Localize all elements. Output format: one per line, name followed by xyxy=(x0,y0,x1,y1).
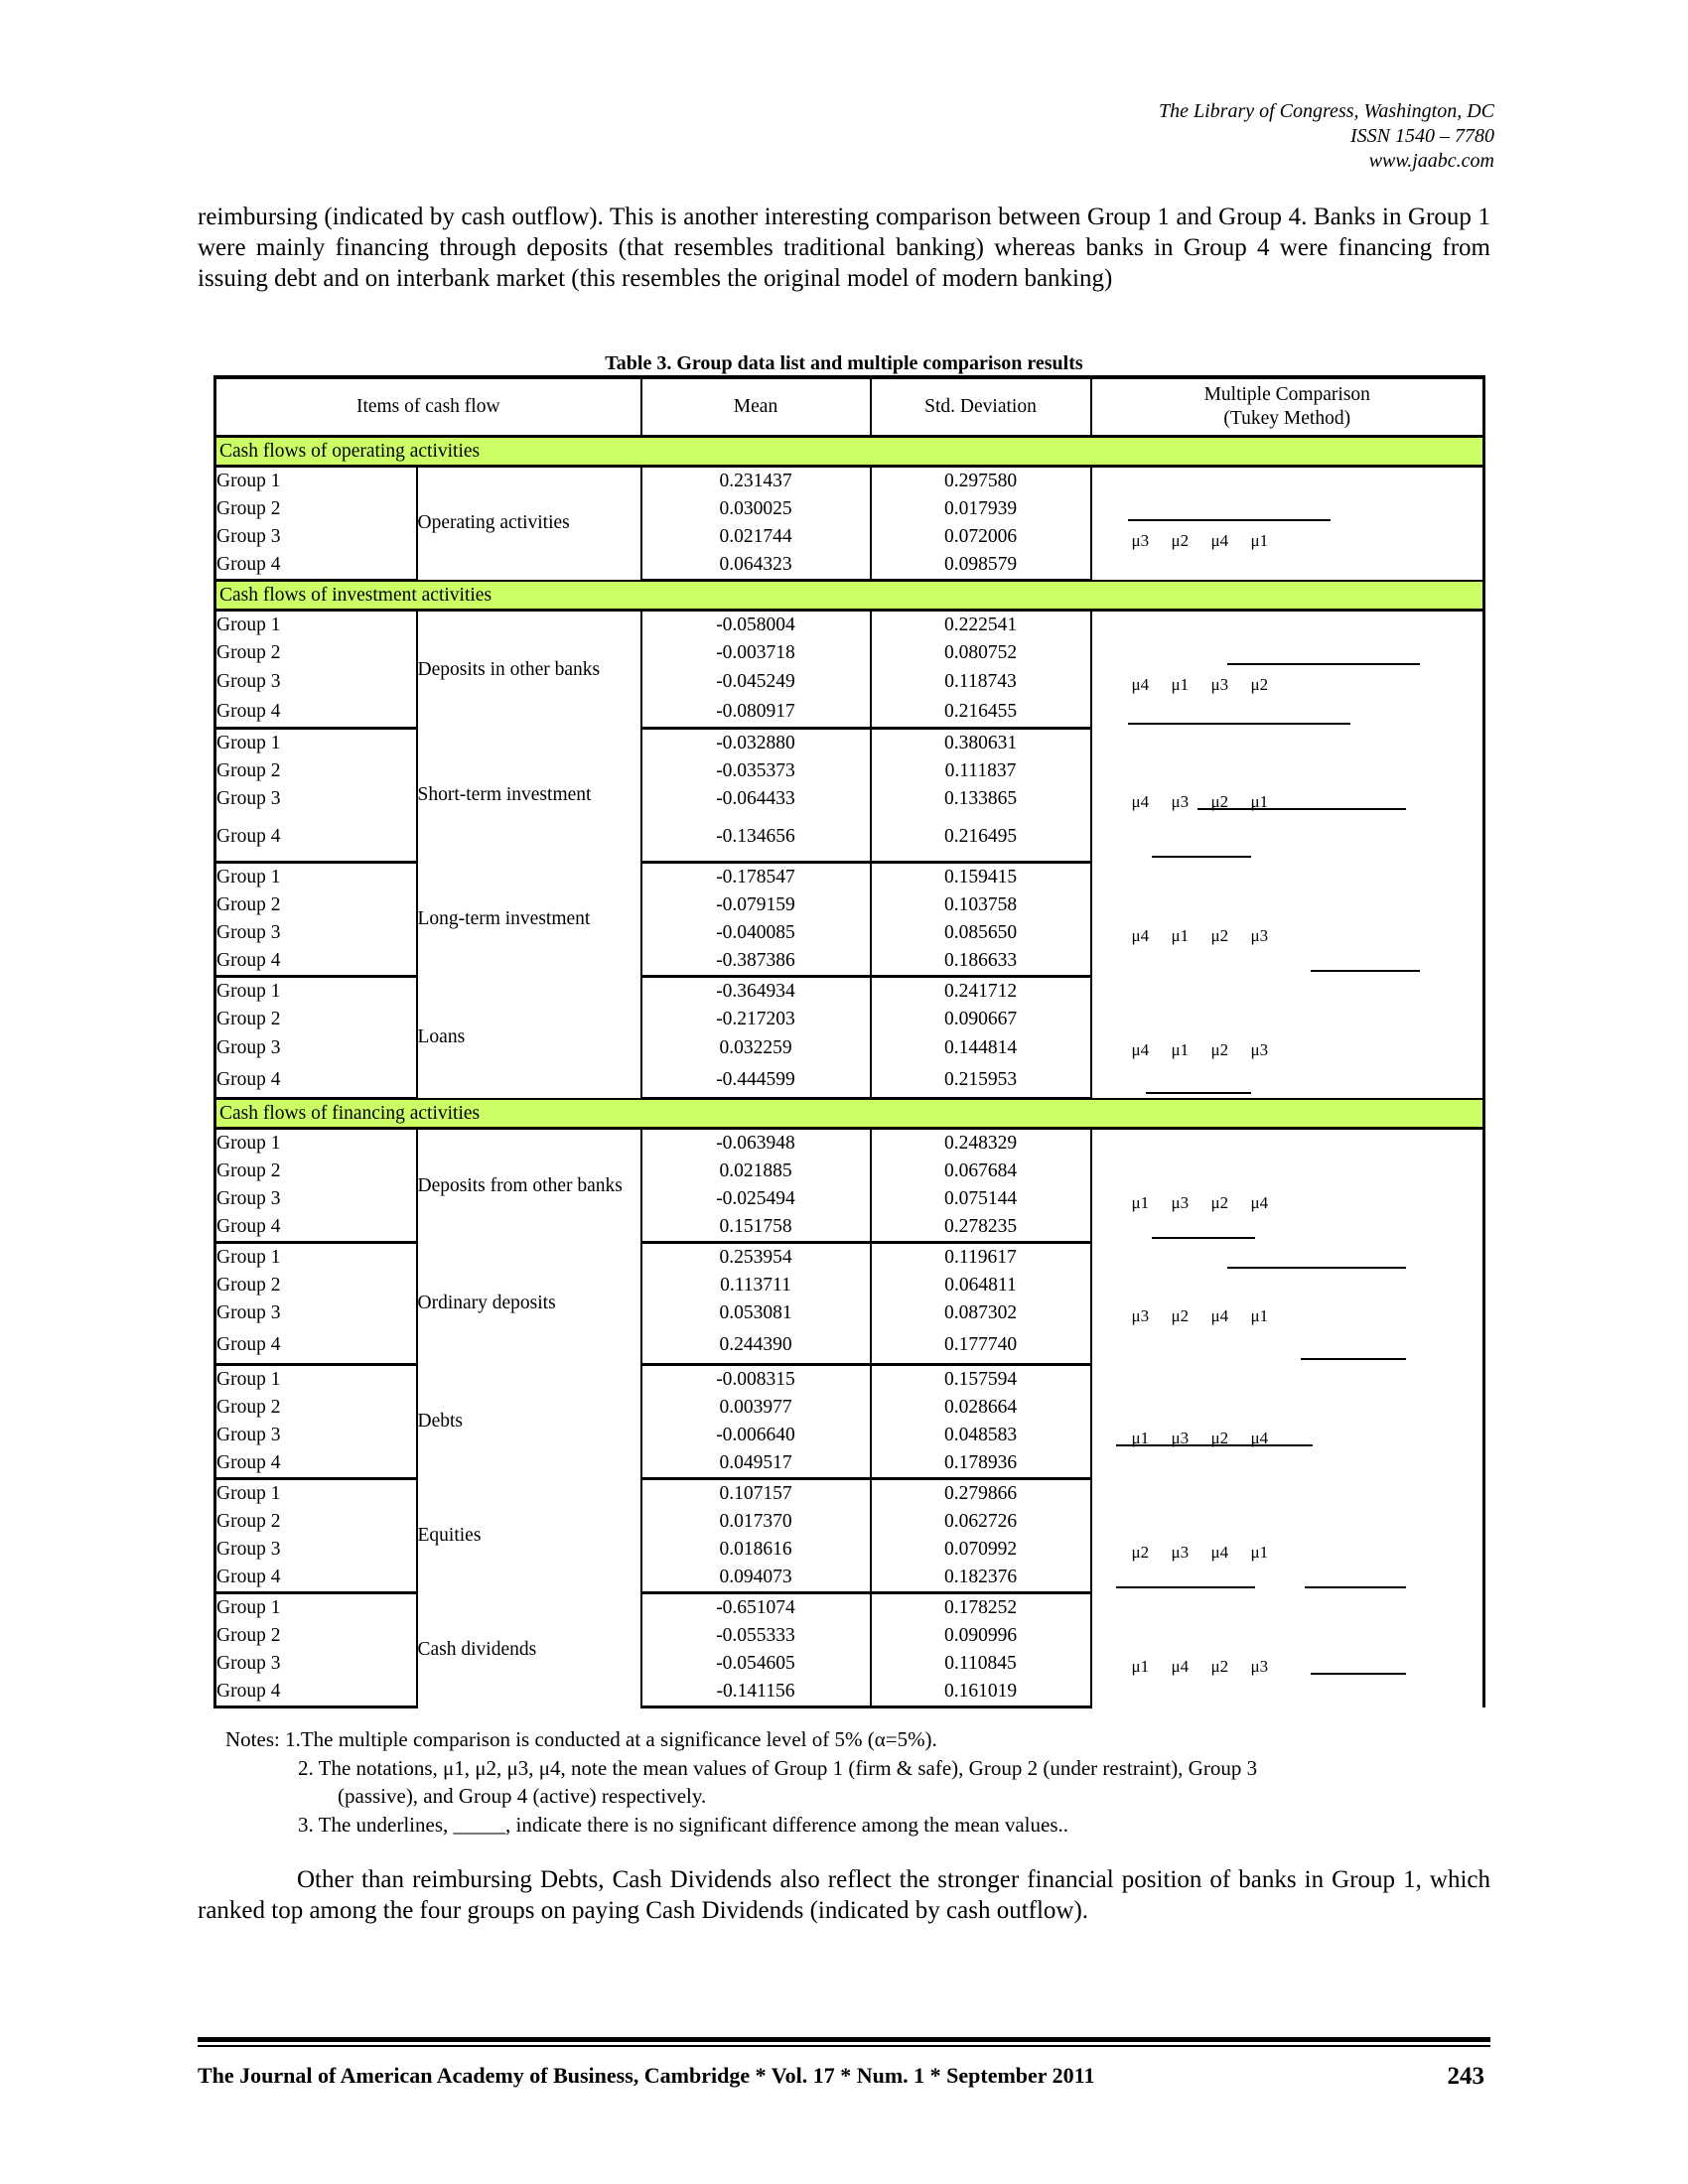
std-value: 0.067684 xyxy=(871,1158,1091,1185)
group-label: Group 1 xyxy=(215,977,417,1007)
mean-value: -0.045249 xyxy=(641,667,871,697)
std-value: 0.133865 xyxy=(871,785,1091,813)
mean-symbol: μ4 xyxy=(1210,1305,1229,1325)
tukey-order xyxy=(1132,788,1291,816)
mean-symbol: μ4 xyxy=(1131,1039,1150,1059)
group-label: Group 3 xyxy=(215,1422,417,1449)
mean-value: -0.054605 xyxy=(641,1650,871,1678)
mean-symbol: μ4 xyxy=(1171,1656,1190,1676)
no-difference-underline xyxy=(1197,808,1406,810)
mean-value: 0.064323 xyxy=(641,551,871,581)
std-value: 0.118743 xyxy=(871,667,1091,697)
group-label: Group 4 xyxy=(215,947,417,977)
no-difference-underline xyxy=(1227,1267,1406,1269)
table-row xyxy=(215,977,1484,1007)
mean-symbol: μ1 xyxy=(1250,1305,1269,1325)
std-value: 0.216495 xyxy=(871,813,1091,863)
group-label: Group 2 xyxy=(215,1006,417,1033)
mean-value: -0.035373 xyxy=(641,757,871,785)
std-value: 0.186633 xyxy=(871,947,1091,977)
mean-value: 0.151758 xyxy=(641,1213,871,1243)
cash-flow-item xyxy=(417,1479,641,1593)
no-difference-underline xyxy=(1311,970,1420,972)
tukey-comparison-cell xyxy=(1091,863,1484,977)
tukey-comparison xyxy=(1092,977,1483,1096)
std-value: 0.222541 xyxy=(871,611,1091,640)
mean-value: 0.231437 xyxy=(641,467,871,496)
cash-flow-item-label: Debts xyxy=(417,1411,463,1432)
mean-value: -0.064433 xyxy=(641,785,871,813)
group-label: Group 2 xyxy=(215,1508,417,1536)
std-value: 0.072006 xyxy=(871,523,1091,551)
note-2: 2. The notations, μ1, μ2, μ3, μ4, note the mean values of Group 1 (firm & safe), Group 2 (under restraint), Group 3 xyxy=(298,1755,1258,1780)
no-difference-underline xyxy=(1301,1358,1406,1360)
group-label: Group 3 xyxy=(215,1650,417,1678)
table-caption: Table 3. Group data list and multiple comparison results xyxy=(605,352,1083,374)
mean-value: 0.017370 xyxy=(641,1508,871,1536)
group-label: Group 4 xyxy=(215,1564,417,1593)
group-label: Group 1 xyxy=(215,611,417,640)
group-label: Group 3 xyxy=(215,523,417,551)
std-value: 0.380631 xyxy=(871,729,1091,758)
tukey-comparison xyxy=(1092,1593,1483,1705)
group-label: Group 2 xyxy=(215,1158,417,1185)
no-difference-underline xyxy=(1305,1586,1406,1588)
tukey-comparison-cell xyxy=(1091,1129,1484,1243)
footer-rule-thin xyxy=(198,2045,1490,2047)
mean-symbol: μ3 xyxy=(1131,1305,1150,1325)
tukey-order xyxy=(1132,1425,1291,1452)
std-value: 0.297580 xyxy=(871,467,1091,496)
cash-flow-item xyxy=(417,1365,641,1479)
mean-symbol: μ2 xyxy=(1210,1428,1229,1447)
mean-symbol: μ1 xyxy=(1131,1428,1150,1447)
tukey-comparison xyxy=(1092,468,1483,579)
mean-symbol: μ2 xyxy=(1210,1193,1229,1212)
table-row xyxy=(215,729,1484,758)
table-notes xyxy=(225,1725,1257,1839)
cash-flow-item-label: Cash dividends xyxy=(417,1639,537,1660)
cash-flow-item xyxy=(417,863,641,977)
mean-value: 0.032259 xyxy=(641,1033,871,1063)
mean-symbol: μ2 xyxy=(1210,1656,1229,1676)
tukey-comparison xyxy=(1092,1130,1483,1241)
mean-value: 0.021885 xyxy=(641,1158,871,1185)
tukey-order xyxy=(1132,1539,1291,1567)
tukey-order xyxy=(1132,1189,1291,1217)
mean-symbol: μ1 xyxy=(1171,675,1190,694)
mean-value: 0.053081 xyxy=(641,1299,871,1327)
std-value: 0.248329 xyxy=(871,1129,1091,1159)
mean-symbol: μ4 xyxy=(1131,925,1150,945)
mean-symbol: μ4 xyxy=(1210,531,1229,550)
std-value: 0.070992 xyxy=(871,1536,1091,1564)
table-row xyxy=(215,863,1484,892)
mean-value: 0.018616 xyxy=(641,1536,871,1564)
mean-value: 0.003977 xyxy=(641,1394,871,1422)
std-value: 0.157594 xyxy=(871,1365,1091,1395)
mean-symbol: μ3 xyxy=(1131,531,1150,550)
mean-value: 0.244390 xyxy=(641,1327,871,1365)
tukey-comparison-cell xyxy=(1091,1593,1484,1707)
mean-symbol: μ2 xyxy=(1210,925,1229,945)
std-value: 0.090667 xyxy=(871,1006,1091,1033)
tukey-comparison-cell xyxy=(1091,1365,1484,1479)
std-value: 0.178936 xyxy=(871,1449,1091,1479)
cash-flow-item-label: Equities xyxy=(417,1525,482,1546)
mean-value: 0.094073 xyxy=(641,1564,871,1593)
table-row xyxy=(215,1129,1484,1159)
mean-symbol: μ4 xyxy=(1131,791,1150,811)
tukey-comparison xyxy=(1092,612,1483,727)
std-value: 0.062726 xyxy=(871,1508,1091,1536)
section-header-row xyxy=(215,1099,1484,1129)
mean-value: -0.364934 xyxy=(641,977,871,1007)
note-1: Notes: 1.The multiple comparison is conducted at a significance level of 5% (α=5%). xyxy=(225,1727,937,1751)
cash-flow-item xyxy=(417,1243,641,1365)
group-label: Group 1 xyxy=(215,1479,417,1509)
mean-value: -0.141156 xyxy=(641,1678,871,1707)
mean-symbol: μ3 xyxy=(1250,1039,1269,1059)
table-row xyxy=(215,1593,1484,1623)
mean-value: 0.253954 xyxy=(641,1243,871,1273)
mean-symbol: μ2 xyxy=(1210,791,1229,811)
mean-value: -0.387386 xyxy=(641,947,871,977)
no-difference-underline xyxy=(1128,723,1350,725)
header-mean: Mean xyxy=(641,377,871,437)
tukey-order xyxy=(1132,1653,1291,1681)
group-label: Group 1 xyxy=(215,1365,417,1395)
cash-flow-item xyxy=(417,611,641,729)
group-label: Group 2 xyxy=(215,1394,417,1422)
group-label: Group 3 xyxy=(215,1299,417,1327)
group-label: Group 1 xyxy=(215,863,417,892)
mean-symbol: μ3 xyxy=(1250,1656,1269,1676)
std-value: 0.017939 xyxy=(871,495,1091,523)
std-value: 0.103758 xyxy=(871,891,1091,919)
closing-paragraph: Other than reimbursing Debts, Cash Dividends also reflect the stronger financial position of banks in Group 1, which ranked top among the four groups on paying Cash Dividends (indicated by cash outflow). xyxy=(198,1866,1490,1924)
cash-flow-item-label: Loans xyxy=(417,1025,466,1047)
mean-symbol: μ1 xyxy=(1171,925,1190,945)
cash-flow-item-label: Short-term investment xyxy=(417,784,592,805)
note-3: 3. The underlines, _____, indicate there is no significant difference among the mean values.. xyxy=(298,1812,1068,1837)
mean-value: 0.030025 xyxy=(641,495,871,523)
page-footer xyxy=(198,2063,1490,2091)
cash-flow-item xyxy=(417,977,641,1099)
tukey-order xyxy=(1132,671,1291,699)
group-label: Group 3 xyxy=(215,1033,417,1063)
mean-symbol: μ4 xyxy=(1250,1193,1269,1212)
tukey-comparison-cell xyxy=(1091,467,1484,581)
std-value: 0.161019 xyxy=(871,1678,1091,1707)
tukey-order xyxy=(1132,1036,1291,1064)
cash-flow-item-label: Deposits in other banks xyxy=(417,658,601,680)
cash-flow-item xyxy=(417,1593,641,1707)
section-title: Cash flows of financing activities xyxy=(215,1099,1484,1129)
mean-symbol: μ1 xyxy=(1250,1542,1269,1562)
mean-symbol: μ1 xyxy=(1171,1039,1190,1059)
mean-symbol: μ2 xyxy=(1131,1542,1150,1562)
section-header-row xyxy=(215,581,1484,611)
mean-value: 0.113711 xyxy=(641,1272,871,1299)
comparison-table xyxy=(213,375,1485,1708)
header-std: Std. Deviation xyxy=(871,377,1091,437)
std-value: 0.119617 xyxy=(871,1243,1091,1273)
mean-symbol: μ3 xyxy=(1171,1193,1190,1212)
note-2-cont: (passive), and Group 4 (active) respectively. xyxy=(338,1784,707,1808)
group-label: Group 3 xyxy=(215,785,417,813)
mean-value: -0.040085 xyxy=(641,919,871,947)
group-label: Group 1 xyxy=(215,467,417,496)
group-label: Group 4 xyxy=(215,1327,417,1365)
group-label: Group 1 xyxy=(215,1593,417,1623)
header-website: www.jaabc.com xyxy=(1368,150,1494,172)
cash-flow-item xyxy=(417,467,641,581)
footer-journal: The Journal of American Academy of Business, Cambridge * Vol. 17 * Num. 1 * September 2011 xyxy=(198,2063,1095,2088)
mean-symbol: μ1 xyxy=(1131,1656,1150,1676)
mean-value: -0.063948 xyxy=(641,1129,871,1159)
std-value: 0.279866 xyxy=(871,1479,1091,1509)
cash-flow-item xyxy=(417,729,641,863)
footer-rule-thick xyxy=(198,2037,1490,2042)
group-label: Group 3 xyxy=(215,919,417,947)
group-label: Group 2 xyxy=(215,1272,417,1299)
page-number: 243 xyxy=(1447,2063,1484,2090)
group-label: Group 2 xyxy=(215,495,417,523)
mean-value: -0.008315 xyxy=(641,1365,871,1395)
mean-value: -0.025494 xyxy=(641,1185,871,1213)
std-value: 0.216455 xyxy=(871,697,1091,729)
table-row xyxy=(215,467,1484,496)
std-value: 0.144814 xyxy=(871,1033,1091,1063)
std-value: 0.028664 xyxy=(871,1394,1091,1422)
header-library: The Library of Congress, Washington, DC xyxy=(1158,100,1494,122)
cash-flow-item-label: Operating activities xyxy=(417,512,570,534)
mean-value: -0.651074 xyxy=(641,1593,871,1623)
cash-flow-item-label: Deposits from other banks xyxy=(417,1174,623,1196)
running-header xyxy=(1159,99,1494,174)
group-label: Group 2 xyxy=(215,757,417,785)
no-difference-underline xyxy=(1227,663,1420,665)
std-value: 0.098579 xyxy=(871,551,1091,581)
std-value: 0.085650 xyxy=(871,919,1091,947)
mean-symbol: μ1 xyxy=(1250,791,1269,811)
std-value: 0.111837 xyxy=(871,757,1091,785)
group-label: Group 2 xyxy=(215,1622,417,1650)
tukey-comparison xyxy=(1092,1243,1483,1362)
group-label: Group 2 xyxy=(215,891,417,919)
group-label: Group 4 xyxy=(215,697,417,729)
std-value: 0.278235 xyxy=(871,1213,1091,1243)
group-label: Group 4 xyxy=(215,813,417,863)
group-label: Group 3 xyxy=(215,1536,417,1564)
section-title: Cash flows of operating activities xyxy=(215,437,1484,467)
std-value: 0.087302 xyxy=(871,1299,1091,1327)
tukey-order xyxy=(1132,1302,1291,1330)
std-value: 0.090996 xyxy=(871,1622,1091,1650)
mean-symbol: μ4 xyxy=(1210,1542,1229,1562)
mean-symbol: μ3 xyxy=(1250,925,1269,945)
group-label: Group 4 xyxy=(215,1449,417,1479)
group-label: Group 1 xyxy=(215,729,417,758)
table-header-row xyxy=(215,377,1484,437)
mean-symbol: μ3 xyxy=(1210,675,1229,694)
intro-paragraph: reimbursing (indicated by cash outflow). This is another interesting comparison between Group 1 and Group 4. Banks in Group 1 were mainly financing through deposits (that resembles traditional banking) whereas banks in Group 4 were financing from issuing debt and on interbank market (this resembles the original model of modern banking) xyxy=(198,204,1490,292)
no-difference-underline xyxy=(1116,1444,1313,1446)
std-value: 0.159415 xyxy=(871,863,1091,892)
mean-value: -0.178547 xyxy=(641,863,871,892)
std-value: 0.241712 xyxy=(871,977,1091,1007)
group-label: Group 4 xyxy=(215,1678,417,1707)
std-value: 0.064811 xyxy=(871,1272,1091,1299)
table-row xyxy=(215,611,1484,640)
group-label: Group 4 xyxy=(215,551,417,581)
mean-symbol: μ2 xyxy=(1171,1305,1190,1325)
std-value: 0.080752 xyxy=(871,639,1091,667)
no-difference-underline xyxy=(1116,1586,1255,1588)
mean-symbol: μ3 xyxy=(1171,791,1190,811)
mean-symbol: μ4 xyxy=(1250,1428,1269,1447)
header-mc-line1: Multiple Comparison xyxy=(1203,384,1370,405)
cash-flow-item-label: Ordinary deposits xyxy=(417,1293,556,1313)
tukey-comparison xyxy=(1092,1365,1483,1476)
mean-value: -0.032880 xyxy=(641,729,871,758)
no-difference-underline xyxy=(1146,1092,1251,1094)
tukey-comparison xyxy=(1092,863,1483,974)
group-label: Group 3 xyxy=(215,1185,417,1213)
tukey-comparison xyxy=(1092,729,1483,860)
mean-value: -0.217203 xyxy=(641,1006,871,1033)
mean-value: -0.003718 xyxy=(641,639,871,667)
section-header-row xyxy=(215,437,1484,467)
std-value: 0.110845 xyxy=(871,1650,1091,1678)
mean-value: 0.107157 xyxy=(641,1479,871,1509)
mean-value: -0.006640 xyxy=(641,1422,871,1449)
group-label: Group 3 xyxy=(215,667,417,697)
tukey-comparison-cell xyxy=(1091,611,1484,729)
mean-value: -0.079159 xyxy=(641,891,871,919)
mean-value: -0.058004 xyxy=(641,611,871,640)
no-difference-underline xyxy=(1152,856,1251,858)
mean-value: -0.080917 xyxy=(641,697,871,729)
header-mc-line2: (Tukey Method) xyxy=(1223,408,1351,429)
tukey-comparison xyxy=(1092,1479,1483,1590)
section-title: Cash flows of investment activities xyxy=(215,581,1484,611)
std-value: 0.178252 xyxy=(871,1593,1091,1623)
std-value: 0.048583 xyxy=(871,1422,1091,1449)
std-value: 0.075144 xyxy=(871,1185,1091,1213)
header-items: Items of cash flow xyxy=(215,377,641,437)
tukey-comparison-cell xyxy=(1091,977,1484,1099)
no-difference-underline xyxy=(1152,1237,1255,1239)
table-row xyxy=(215,1365,1484,1395)
group-label: Group 4 xyxy=(215,1063,417,1099)
mean-symbol: μ4 xyxy=(1131,675,1150,694)
group-label: Group 1 xyxy=(215,1129,417,1159)
header-issn: ISSN 1540 – 7780 xyxy=(1350,125,1494,147)
table-row xyxy=(215,1243,1484,1273)
mean-value: -0.134656 xyxy=(641,813,871,863)
mean-symbol: μ1 xyxy=(1250,531,1269,550)
group-label: Group 4 xyxy=(215,1213,417,1243)
cash-flow-item-label: Long-term investment xyxy=(417,908,591,929)
tukey-comparison-cell xyxy=(1091,1479,1484,1593)
tukey-comparison-cell xyxy=(1091,729,1484,863)
tukey-order xyxy=(1132,922,1291,950)
std-value: 0.177740 xyxy=(871,1327,1091,1365)
table-row xyxy=(215,1479,1484,1509)
mean-symbol: μ2 xyxy=(1210,1039,1229,1059)
cash-flow-item xyxy=(417,1129,641,1243)
std-value: 0.215953 xyxy=(871,1063,1091,1099)
std-value: 0.182376 xyxy=(871,1564,1091,1593)
no-difference-underline xyxy=(1311,1673,1406,1675)
mean-value: 0.049517 xyxy=(641,1449,871,1479)
no-difference-underline xyxy=(1128,519,1331,521)
tukey-comparison-cell xyxy=(1091,1243,1484,1365)
mean-symbol: μ2 xyxy=(1250,675,1269,694)
tukey-order xyxy=(1132,527,1291,555)
mean-symbol: μ1 xyxy=(1131,1193,1150,1212)
mean-symbol: μ3 xyxy=(1171,1428,1190,1447)
group-label: Group 2 xyxy=(215,639,417,667)
header-multiple-comparison xyxy=(1091,377,1484,437)
mean-value: 0.021744 xyxy=(641,523,871,551)
mean-symbol: μ2 xyxy=(1171,531,1190,550)
mean-value: -0.055333 xyxy=(641,1622,871,1650)
mean-symbol: μ3 xyxy=(1171,1542,1190,1562)
mean-value: -0.444599 xyxy=(641,1063,871,1099)
group-label: Group 1 xyxy=(215,1243,417,1273)
